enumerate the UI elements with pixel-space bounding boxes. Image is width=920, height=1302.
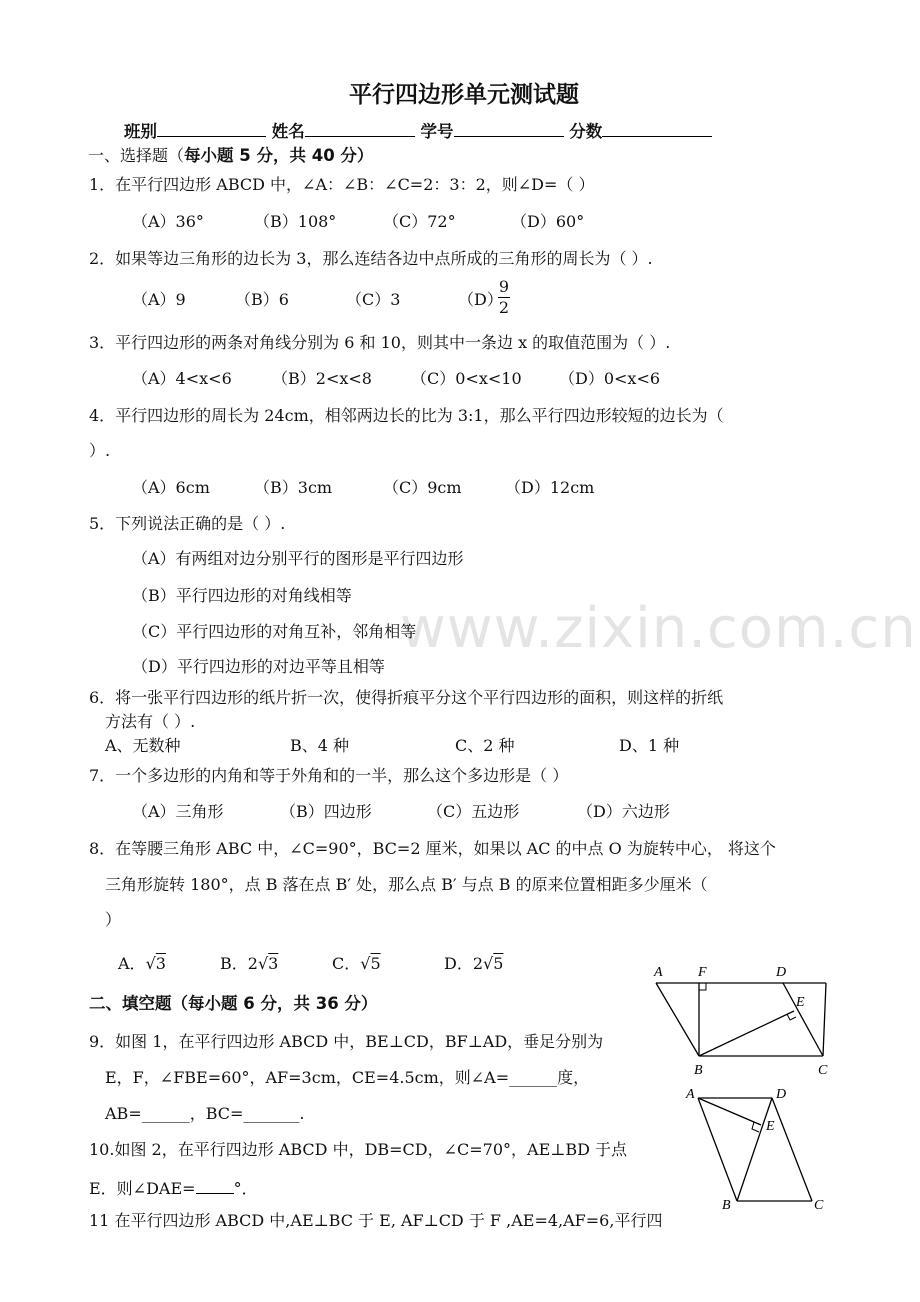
q2-option-c[interactable]: （C）3 [346,290,401,309]
q8-option-b[interactable] [220,956,278,972]
label-c: C [814,1198,824,1213]
q6-option-a[interactable]: A、无数种 [105,736,181,755]
q1-stem: 1．在平行四边形 ABCD 中，∠A：∠B：∠C=2：3：2，则∠D=（ ） [89,175,595,194]
sqrt-sign: √ [360,954,371,973]
section1-heading-b: 每小题 5 分，共 40 分） [184,146,374,165]
q4-stem-line2: ）. [89,441,111,460]
figure-1 [648,960,838,1080]
option-letter: D． [444,954,473,973]
segment-bd [737,1098,772,1201]
q7-option-b[interactable]: （B）四边形 [280,802,372,821]
student-info-line [124,122,712,141]
radicand: 5 [493,954,504,973]
q1-option-a[interactable]: （A）36° [132,212,204,231]
q11-line1: 11 在平行四边形 ABCD 中,AE⊥BC 于 E, AF⊥CD 于 F ,AE=4,AF=6,平行四 [89,1211,663,1230]
class-label: 班别 [124,122,157,141]
q4-option-c[interactable]: （C）9cm [383,478,462,497]
radical-coefficient: 2 [247,954,258,973]
radical-coefficient: 2 [472,954,484,973]
q6-option-c[interactable]: C、2 种 [455,736,515,755]
q5-option-c[interactable]: （C）平行四边形的对角互补，邻角相等 [132,622,417,641]
right-angle-e [787,1014,796,1020]
q10-line2 [89,1179,258,1197]
sqrt-sign: √ [257,954,269,973]
sqrt-sign: √ [483,954,494,973]
id-blank[interactable] [454,122,564,137]
segment-ab [698,1098,737,1201]
q2-option-d[interactable]: （D） [458,290,503,309]
page-title: 平行四边形单元测试题 [349,82,579,108]
segment-cd [783,983,823,1056]
q6-option-b[interactable]: B、4 种 [290,736,350,755]
q6-stem-line2: 方法有（ ）. [105,712,196,731]
q7-stem: 7．一个多边形的内角和等于外角和的一半，那么这个多边形是（ ） [89,766,569,785]
q3-option-b[interactable]: （B）2<x<8 [272,369,372,388]
fraction-denominator: 2 [498,298,510,317]
label-f: F [698,965,707,980]
q5-option-b[interactable]: （B）平行四边形的对角线相等 [132,586,352,605]
q7-option-c[interactable]: （C）五边形 [427,802,520,821]
label-b: B [722,1198,731,1213]
radicand: 3 [155,954,166,973]
label-e: E [766,1119,775,1134]
q9-line3: AB=______，BC=_______. [105,1104,305,1123]
section1-heading-a: 一、选择题（ [88,146,185,165]
q10-answer-blank[interactable] [196,1179,234,1194]
q2-stem: 2．如果等边三角形的边长为 3，那么连结各边中点所成的三角形的周长为（ ）. [89,249,653,268]
q1-option-c[interactable]: （C）72° [383,212,456,231]
q8-option-a[interactable] [118,956,166,972]
q8-stem-line1: 8．在等腰三角形 ABC 中，∠C=90°，BC=2 厘米，如果以 AC 的中点 O 为旋转中心， 将这个 [89,839,776,858]
q1-option-d[interactable]: （D）60° [511,212,585,231]
q8-option-d[interactable] [444,956,503,972]
segment-dc [772,1098,812,1201]
id-label: 学号 [420,122,454,141]
q10-line1: 10.如图 2，在平行四边形 ABCD 中，DB=CD，∠C=70°，AE⊥BD 于点 [89,1140,627,1159]
class-blank[interactable] [157,122,266,137]
q7-option-a[interactable]: （A）三角形 [132,802,224,821]
q4-option-b[interactable]: （B）3cm [254,478,333,497]
q5-stem: 5．下列说法正确的是（ ）. [89,514,286,533]
segment-be [699,1011,794,1056]
label-e: E [796,995,805,1010]
option-letter: A． [118,954,146,973]
label-d: D [776,965,787,980]
section2-heading: 二、填空题（每小题 6 分，共 36 分） [89,994,378,1013]
q8-stem-line2: 三角形旋转 180°，点 B 落在点 B′ 处，那么点 B′ 与点 B 的原来位置相距多少厘米（ [105,875,708,894]
q3-option-c[interactable]: （C）0<x<10 [411,369,522,388]
q4-option-a[interactable]: （A）6cm [132,478,210,497]
q2-option-a[interactable]: （A）9 [132,290,186,309]
name-label: 姓名 [271,122,305,141]
label-a: A [686,1087,695,1102]
segment-dc-left [823,983,826,1056]
score-label: 分数 [569,122,603,141]
q8-option-c[interactable] [332,956,381,972]
q10-line2-unit: °． [233,1179,258,1198]
label-d: D [776,1087,787,1102]
q9-line1: 9．如图 1，在平行四边形 ABCD 中，BE⊥CD，BF⊥AD，垂足分别为 [89,1032,604,1051]
q3-option-a[interactable]: （A）4<x<6 [132,369,232,388]
right-angle-f [699,983,706,990]
q10-line2-text: E．则∠DAE= [89,1179,196,1198]
q2-option-b[interactable]: （B）6 [235,290,289,309]
q9-line2: E，F，∠FBE=60°，AF=3cm，CE=4.5cm，则∠A=______度， [105,1068,590,1087]
label-c: C [818,1063,828,1078]
q7-option-d[interactable]: （D）六边形 [577,802,670,821]
figure-2 [680,1082,830,1217]
section1-heading [88,148,373,165]
score-blank[interactable] [602,122,712,137]
q5-option-a[interactable]: （A）有两组对边分别平行的图形是平行四边形 [132,549,464,568]
q3-option-d[interactable]: （D）0<x<6 [559,369,661,388]
watermark: www.zixin.com.cn [400,596,917,661]
label-b: B [694,1063,703,1078]
q6-stem-line1: 6．将一张平行四边形的纸片折一次，使得折痕平分这个平行四边形的面积，则这样的折纸 [89,688,724,707]
q8-stem-line3: ） [105,910,122,929]
sqrt-sign: √ [145,954,156,973]
option-letter: B． [220,954,248,973]
option-letter: C． [332,954,361,973]
q1-option-b[interactable]: （B）108° [254,212,337,231]
segment-ae [698,1098,761,1125]
q4-option-d[interactable]: （D）12cm [505,478,595,497]
q5-option-d[interactable]: （D）平行四边形的对边平等且相等 [132,657,385,676]
fraction-numerator: 9 [498,277,510,296]
radicand: 3 [268,954,279,973]
radicand: 5 [370,954,381,973]
name-blank[interactable] [305,122,415,137]
q3-stem: 3．平行四边形的两条对角线分别为 6 和 10，则其中一条边 x 的取值范围为（ ）. [89,333,671,352]
q6-option-d[interactable]: D、1 种 [619,736,680,755]
segment-ab [656,983,699,1056]
q2-option-d-fraction [498,279,510,316]
label-a: A [654,965,663,980]
q4-stem-line1: 4．平行四边形的周长为 24cm，相邻两边长的比为 3:1，那么平行四边形较短的边长为（ [89,406,724,425]
